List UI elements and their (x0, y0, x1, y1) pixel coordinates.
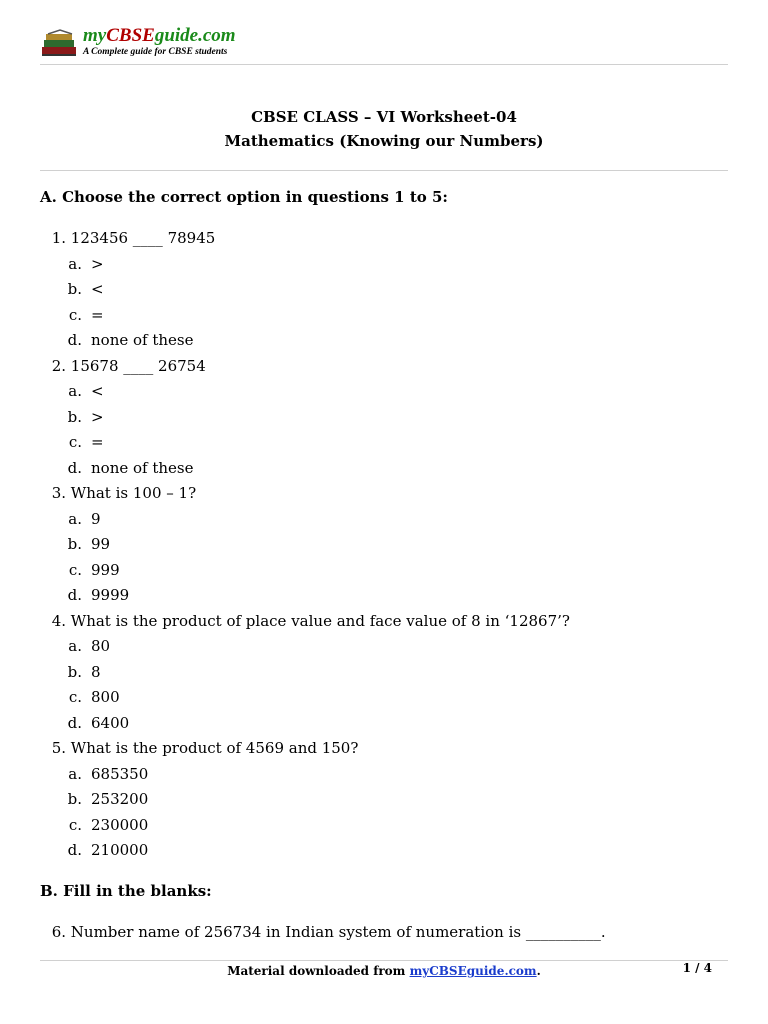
footer-note: Material downloaded from myCBSEguide.com. (227, 964, 541, 978)
title-divider (40, 170, 728, 171)
logo-name: myCBSEguide.com (83, 25, 236, 46)
option-item: c. 800 (68, 688, 120, 706)
question-item: 4. What is the product of place value and face value of 8 in ‘12867’? (51, 611, 570, 630)
page-number: 1 / 4 (682, 961, 712, 975)
option-item: c. = (68, 305, 104, 324)
option-item: c. = (68, 433, 104, 451)
option-item: d. 6400 (67, 713, 130, 732)
question-item: 2. 15678 ____ 26754 (51, 356, 206, 375)
option-item: b. < (67, 280, 104, 298)
option-item: b. > (67, 407, 104, 426)
option-item: d. 210000 (67, 841, 149, 859)
question-item: 3. What is 100 – 1? (51, 484, 197, 502)
books-logo-icon (40, 29, 80, 59)
option-item: a. 80 (68, 637, 111, 655)
option-item: c. 999 (68, 560, 120, 579)
footer-link[interactable]: myCBSEguide.com (409, 964, 537, 978)
question-item: 6. Number name of 256734 in Indian system of numeration is __________. (51, 923, 606, 941)
question-item: 5. What is the product of 4569 and 150? (51, 739, 359, 757)
option-item: a. 685350 (68, 764, 149, 783)
logo-tagline: A Complete guide for CBSE students (83, 47, 228, 57)
option-item: b. 8 (67, 662, 101, 681)
option-item: b. 253200 (67, 790, 149, 808)
footer-divider (40, 960, 728, 961)
option-item: c. 230000 (68, 815, 149, 834)
question-list (40, 226, 570, 864)
option-item: d. none of these (67, 331, 194, 349)
option-item: a. < (68, 382, 104, 400)
fill-blank-list (40, 920, 606, 946)
option-item: d. none of these (67, 458, 194, 477)
option-item: b. 99 (67, 535, 111, 553)
question-item: 1. 123456 ____ 78945 (51, 229, 216, 247)
header-divider (40, 64, 728, 65)
section-b-heading: B. Fill in the blanks: (40, 882, 212, 900)
option-item: d. 9999 (67, 586, 130, 604)
option-item: a. > (68, 254, 104, 273)
section-a-heading: A. Choose the correct option in questions 1 to 5: (40, 188, 448, 206)
option-item: a. 9 (68, 509, 101, 528)
site-logo[interactable] (40, 27, 250, 63)
worksheet-subtitle: Mathematics (Knowing our Numbers) (224, 132, 544, 150)
worksheet-title: CBSE CLASS – VI Worksheet-04 (251, 108, 517, 126)
